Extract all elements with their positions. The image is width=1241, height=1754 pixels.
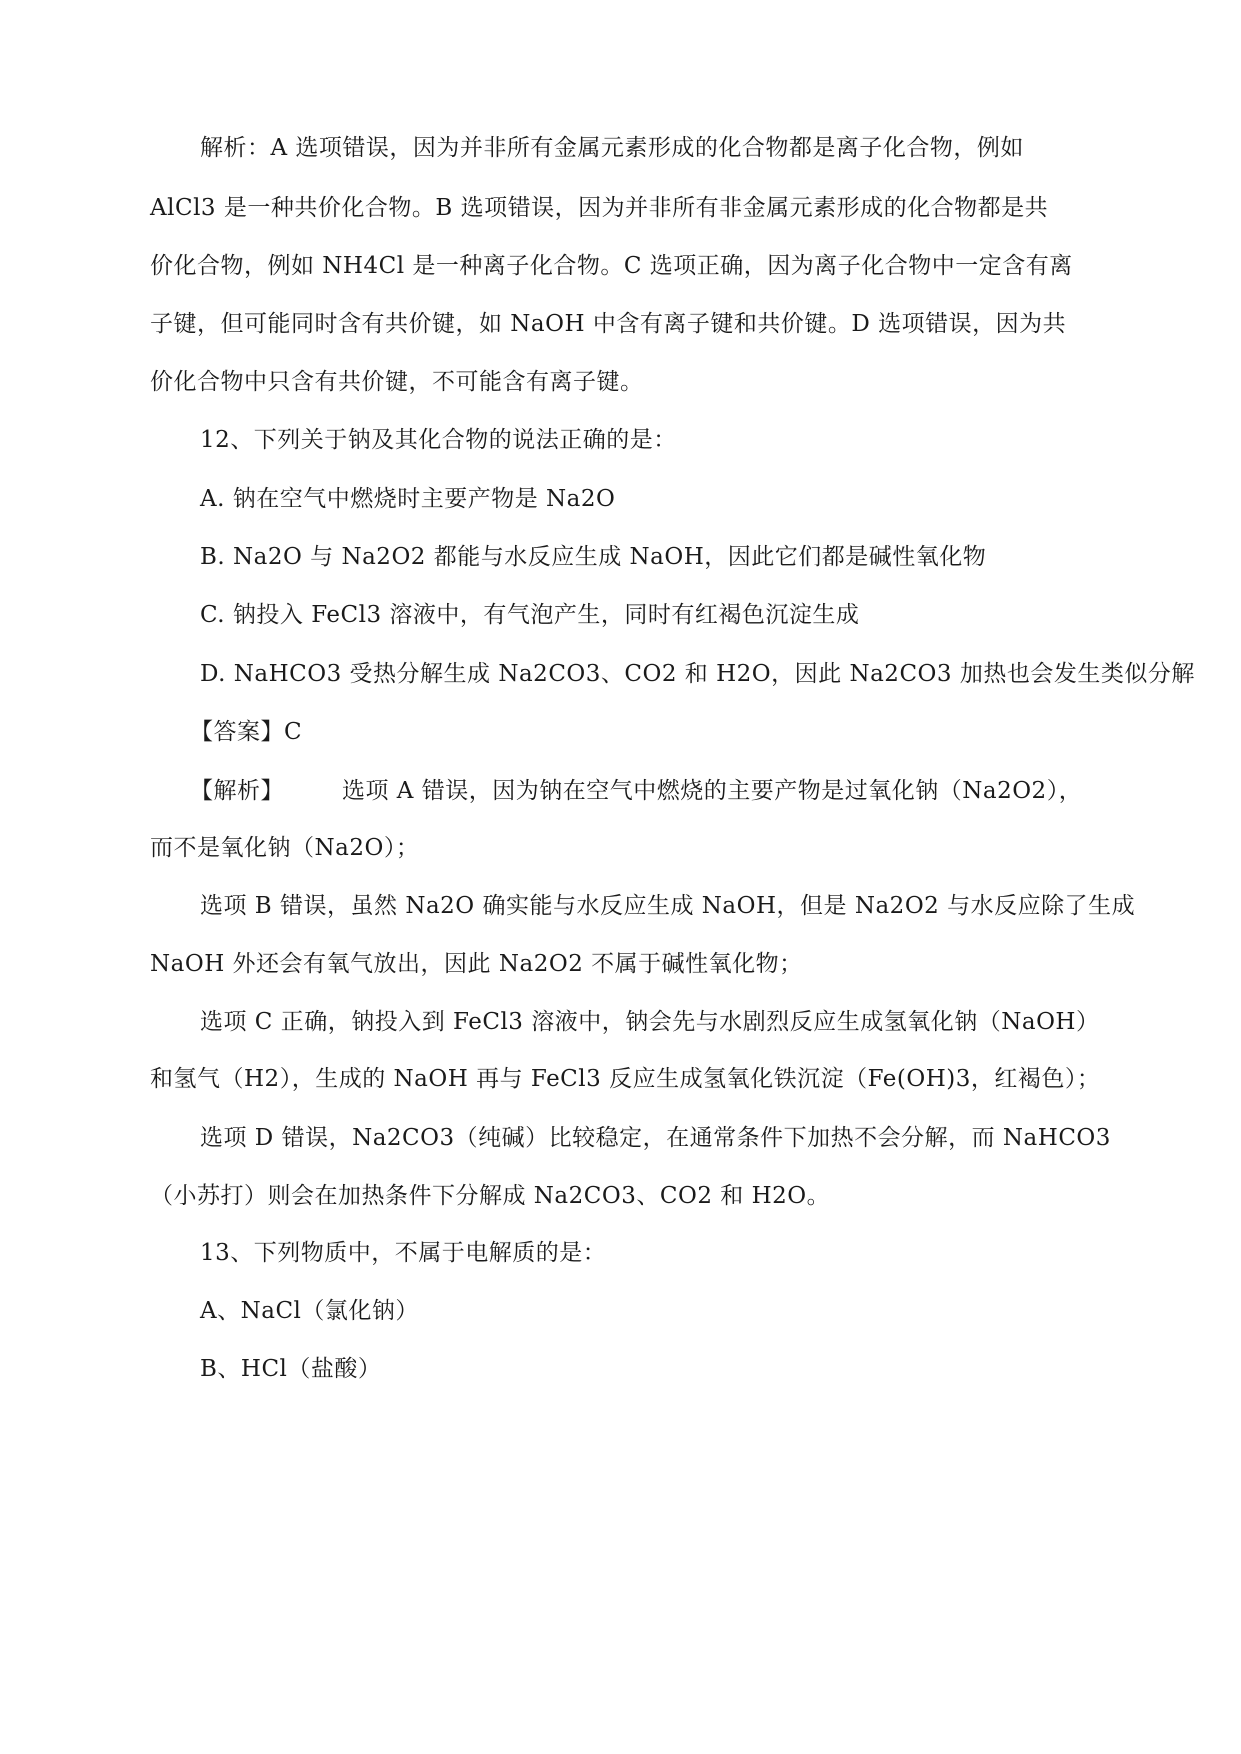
option-c-analysis-line-2: 和氢气（H2），生成的 NaOH 再与 FeCl3 反应生成氢氧化铁沉淀（Fe(OH)3，红褐色）； (150, 1066, 1101, 1092)
question-12: 12、下列关于钠及其化合物的说法正确的是： (200, 427, 677, 453)
question-13-option-b: B、HCl（盐酸） (200, 1356, 382, 1382)
option-b-analysis-line-2: NaOH 外还会有氧气放出，因此 Na2O2 不属于碱性氧化物； (150, 951, 803, 977)
analysis-paragraph-line-2: AlCl3 是一种共价化合物。B 选项错误，因为并非所有非金属元素形成的化合物都是共 (150, 195, 1049, 221)
analysis-paragraph-line-5: 价化合物中只含有共价键，不可能含有离子键。 (150, 369, 644, 395)
question-13-option-a: A、NaCl（氯化钠） (200, 1298, 419, 1324)
question-13: 13、下列物质中，不属于电解质的是： (200, 1240, 607, 1266)
answer-line: 【答案】C (190, 719, 303, 745)
analysis-paragraph-line-3: 价化合物，例如 NH4Cl 是一种离子化合物。C 选项正确，因为离子化合物中一定含有离 (150, 253, 1073, 279)
option-d-analysis-line-2: （小苏打）则会在加热条件下分解成 Na2CO3、CO2 和 H2O。 (150, 1183, 831, 1209)
option-c-analysis-line-1: 选项 C 正确，钠投入到 FeCl3 溶液中，钠会先与水剧烈反应生成氢氧化钠（NaOH） (200, 1009, 1100, 1035)
option-b-analysis-line-1: 选项 B 错误，虽然 Na2O 确实能与水反应生成 NaOH，但是 Na2O2 与水反应除了生成 (200, 893, 1136, 919)
analysis-line-1 (190, 776, 1150, 806)
analysis-paragraph-line-1: 解析：A 选项错误，因为并非所有金属元素形成的化合物都是离子化合物，例如 (200, 135, 1024, 161)
option-d-analysis-line-1: 选项 D 错误，Na2CO3（纯碱）比较稳定，在通常条件下加热不会分解，而 NaHCO3 (200, 1125, 1111, 1151)
analysis-text: 选项 A 错误，因为钠在空气中燃烧的主要产物是过氧化钠（Na2O2）， (342, 778, 1083, 804)
question-12-option-a: A. 钠在空气中燃烧时主要产物是 Na2O (200, 486, 616, 512)
question-12-option-b: B. Na2O 与 Na2O2 都能与水反应生成 NaOH，因此它们都是碱性氧化物 (200, 544, 987, 570)
analysis-line-2: 而不是氧化钠（Na2O）； (150, 835, 420, 861)
question-12-option-c: C. 钠投入 FeCl3 溶液中，有气泡产生，同时有红褐色沉淀生成 (200, 602, 860, 628)
analysis-label: 【解析】 (190, 778, 284, 804)
question-12-option-d: D. NaHCO3 受热分解生成 Na2CO3、CO2 和 H2O，因此 Na2CO3 加热也会发生类似分解 (200, 661, 1195, 687)
analysis-paragraph-line-4: 子键，但可能同时含有共价键，如 NaOH 中含有离子键和共价键。D 选项错误，因为共 (150, 311, 1067, 337)
